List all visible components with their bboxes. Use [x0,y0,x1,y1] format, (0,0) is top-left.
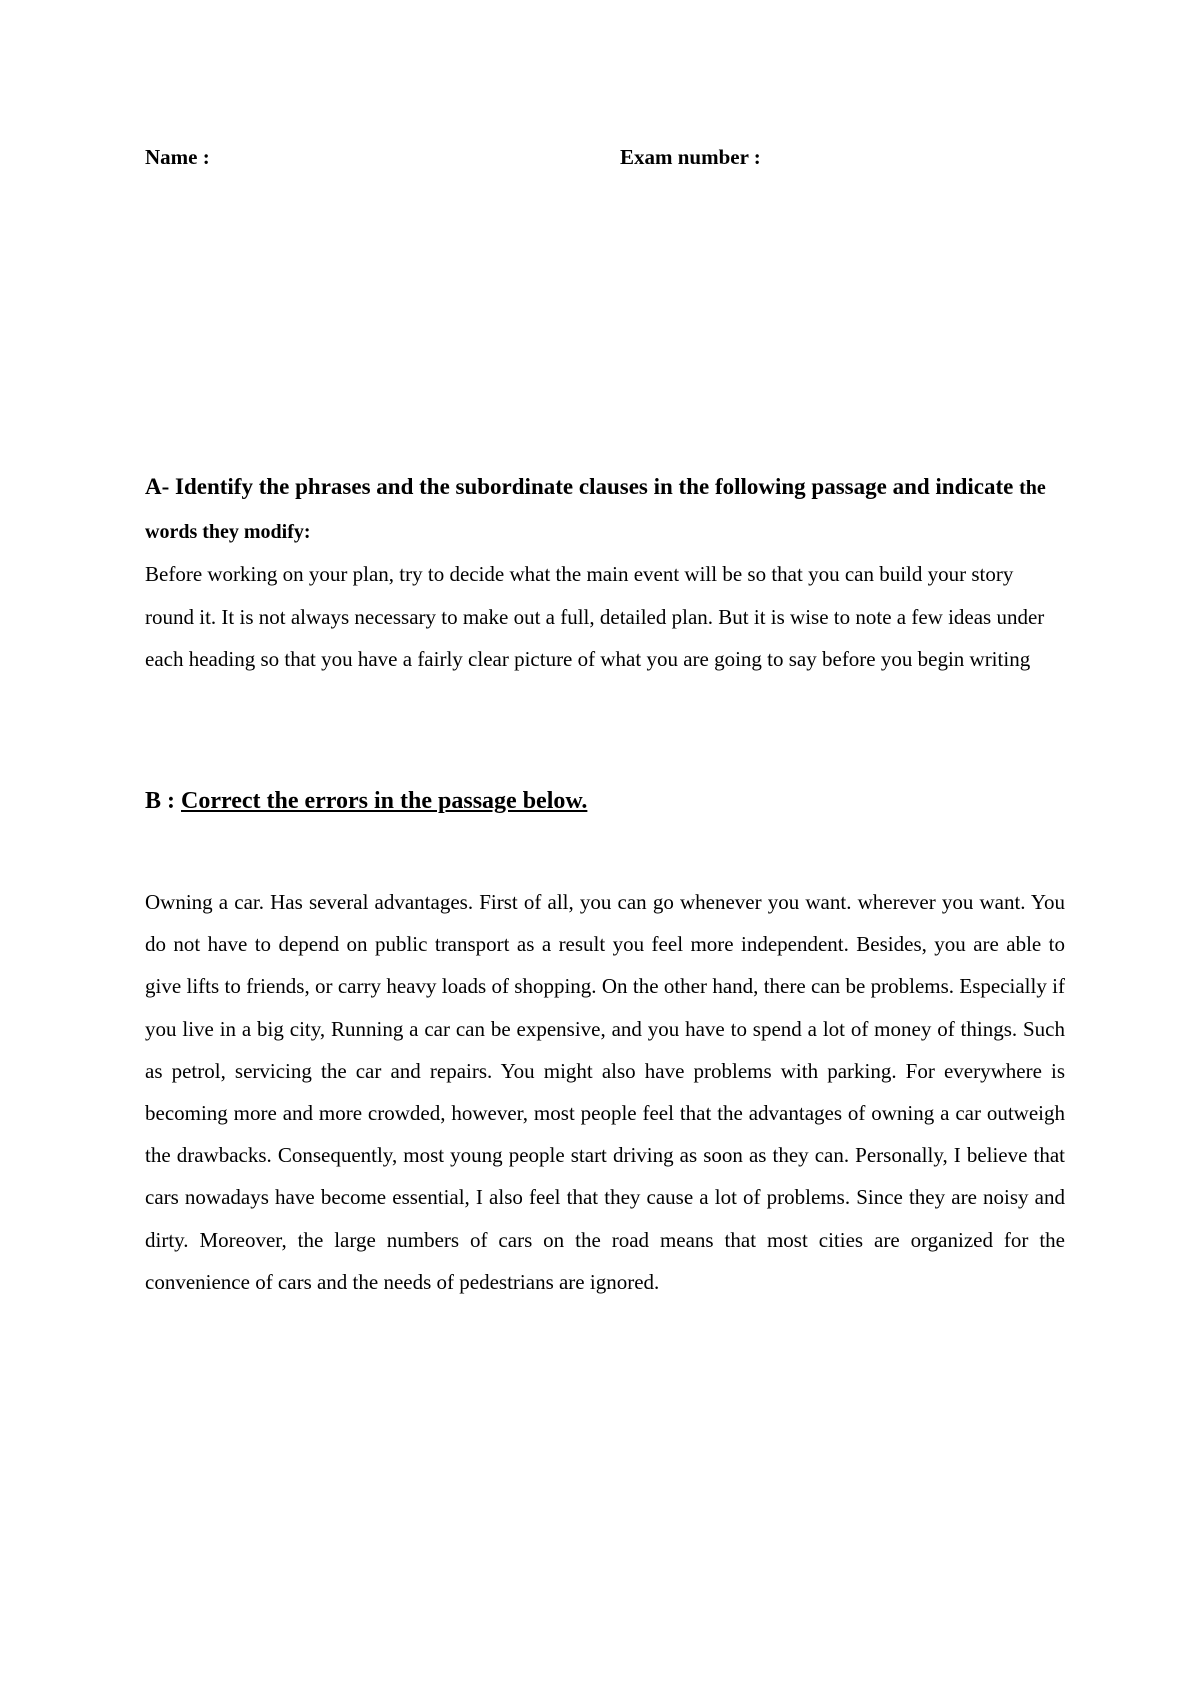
exam-number-label: Exam number : [620,145,761,169]
section-a-title-bold: A- Identify the phrases and the subordinate clauses in the following passage and indicate [145,474,1014,499]
section-a-title [145,470,1065,505]
section-b-title-text: Correct the errors in the passage below. [181,788,588,814]
section-a-title-small: the [1019,477,1046,499]
section-a-passage: Before working on your plan, try to decide what the main event will be so that you can build your story round it. It is not always necessary to make out a full, detailed plan. But it is wise to note a few ideas under each heading so that you have a fairly clear picture of what you are going to say before you begin writing [145,562,1045,671]
section-a [145,470,1065,681]
section-b-title [145,788,587,815]
section-a-subtitle: words they modify: [145,521,311,543]
section-b-prefix: B : [145,788,175,814]
section-b-passage: Owning a car. Has several advantages. First of all, you can go whenever you want. wherever you want. You do not have to depend on public transport as a result you feel more independent. Besides, you are able to give lifts to friends, or carry heavy loads of shopping. On the other hand, there can be problems. Especially if you live in a big city, Running a car can be expensive, and you have to spend a lot of money of things. Such as petrol, servicing the car and repairs. You might also have problems with parking. For everywhere is becoming more and more crowded, however, most people feel that the advantages of owning a car outweigh the drawbacks. Consequently, most young people start driving as soon as they can. Personally, I believe that cars nowadays have become essential, I also feel that they cause a lot of problems. Since they are noisy and dirty. Moreover, the large numbers of cars on the road means that most cities are organized for the convenience of cars and the needs of pedestrians are ignored. [145,890,1065,1294]
name-label: Name : [145,145,210,169]
header-row [145,145,1065,175]
